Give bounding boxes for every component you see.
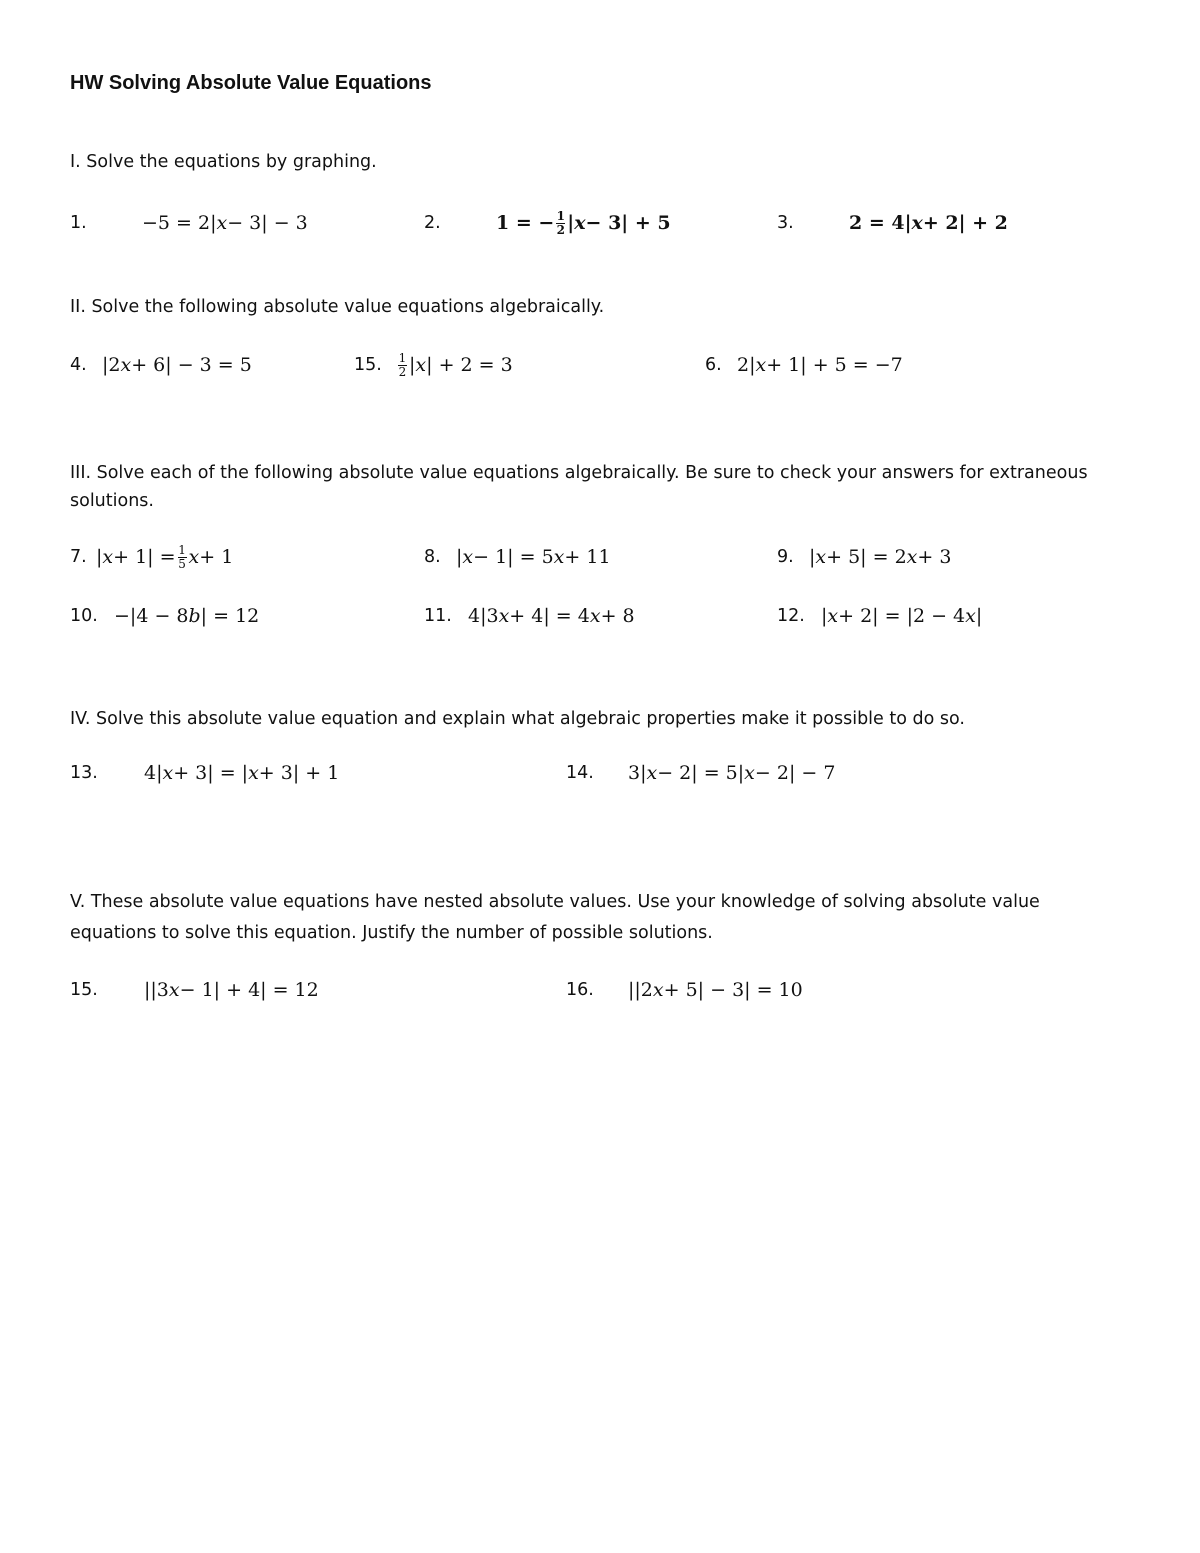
- problem-6: [705, 348, 903, 382]
- equation: 1 = − $\frac{1}{2}$ | x − 3| + 5: [496, 208, 671, 237]
- equation: 2 = 4| x + 2| + 2: [849, 212, 1008, 234]
- section-5-instruction: V. These absolute value equations have nested absolute values. Use your knowledge of solving absolute value equations to solve this equation. Justify the number of possible solutions.: [70, 892, 1040, 943]
- problem-8: [424, 540, 611, 574]
- problem-number: 7.: [70, 547, 87, 567]
- problem-15: [70, 973, 319, 1007]
- section-4-instruction: IV. Solve this absolute value equation and explain what algebraic properties make it possible to do so.: [70, 709, 965, 729]
- section-5-problems: [0, 973, 1200, 1007]
- problem-number: 8.: [424, 547, 441, 567]
- equation: | x + 2| = |2 − 4 x |: [821, 605, 983, 627]
- problem-number: 15.: [70, 980, 98, 1000]
- problem-number: 15.: [354, 355, 382, 375]
- equation: | x + 1| = $\frac{1}{5}$ x + 1: [96, 542, 234, 571]
- equation: −|4 − 8 b | = 12: [114, 605, 260, 627]
- problem-13: [70, 756, 339, 790]
- problem-2: [424, 206, 671, 240]
- problem-number: 14.: [566, 763, 594, 783]
- equation: −5 = 2| x − 3| − 3: [142, 212, 308, 234]
- equation: 4|3 x + 4| = 4 x + 8: [468, 605, 635, 627]
- problem-number: 13.: [70, 763, 98, 783]
- problem-11: [424, 599, 635, 633]
- equation: ||2 x + 5| − 3| = 10: [628, 979, 803, 1001]
- equation: ||3 x − 1| + 4| = 12: [144, 979, 319, 1001]
- equation: |2 x + 6| − 3 = 5: [102, 354, 252, 376]
- equation: | x − 1| = 5 x + 11: [456, 546, 611, 568]
- fraction: $\frac{1}{2}$: [398, 350, 407, 379]
- problem-4: [70, 348, 252, 382]
- section-3-problems-row-2: [0, 599, 1200, 633]
- problem-number: 3.: [777, 213, 794, 233]
- problem-16: [566, 973, 803, 1007]
- problem-number: 12.: [777, 606, 805, 626]
- problem-3: [777, 206, 1008, 240]
- problem-14: [566, 756, 835, 790]
- section-3-problems-row-1: [0, 540, 1200, 574]
- fraction: $\frac{1}{5}$: [178, 542, 186, 571]
- section-1-problems: [0, 206, 1200, 240]
- section-4-problems: [0, 756, 1200, 790]
- problem-number: 10.: [70, 606, 98, 626]
- problem-7: [70, 540, 233, 574]
- problem-number: 1.: [70, 213, 87, 233]
- problem-number: 4.: [70, 355, 87, 375]
- section-1-instruction: I. Solve the equations by graphing.: [70, 152, 377, 172]
- section-2-problems: [0, 348, 1200, 382]
- problem-number: 2.: [424, 213, 441, 233]
- fraction: $\frac{1}{2}$: [556, 208, 565, 237]
- equation: | x + 5| = 2 x + 3: [809, 546, 952, 568]
- section-2-instruction: II. Solve the following absolute value equations algebraically.: [70, 297, 605, 317]
- problem-number: 16.: [566, 980, 594, 1000]
- problem-number: 6.: [705, 355, 722, 375]
- problem-number: 9.: [777, 547, 794, 567]
- problem-12: [777, 599, 982, 633]
- equation: 3| x − 2| = 5| x − 2| − 7: [628, 762, 836, 784]
- problem-1: [70, 206, 308, 240]
- equation: 4| x + 3| = | x + 3| + 1: [144, 762, 340, 784]
- problem-9: [777, 540, 951, 574]
- equation: 2| x + 1| + 5 = −7: [737, 354, 903, 376]
- section-3-instruction: III. Solve each of the following absolute value equations algebraically. Be sure to check your answers for extraneous solutions.: [70, 463, 1088, 511]
- problem-10: [70, 599, 259, 633]
- problem-number: 11.: [424, 606, 452, 626]
- equation: $\frac{1}{2}$ | x | + 2 = 3: [398, 350, 513, 379]
- problem-5: [354, 348, 513, 382]
- page-title: HW Solving Absolute Value Equations: [70, 72, 432, 94]
